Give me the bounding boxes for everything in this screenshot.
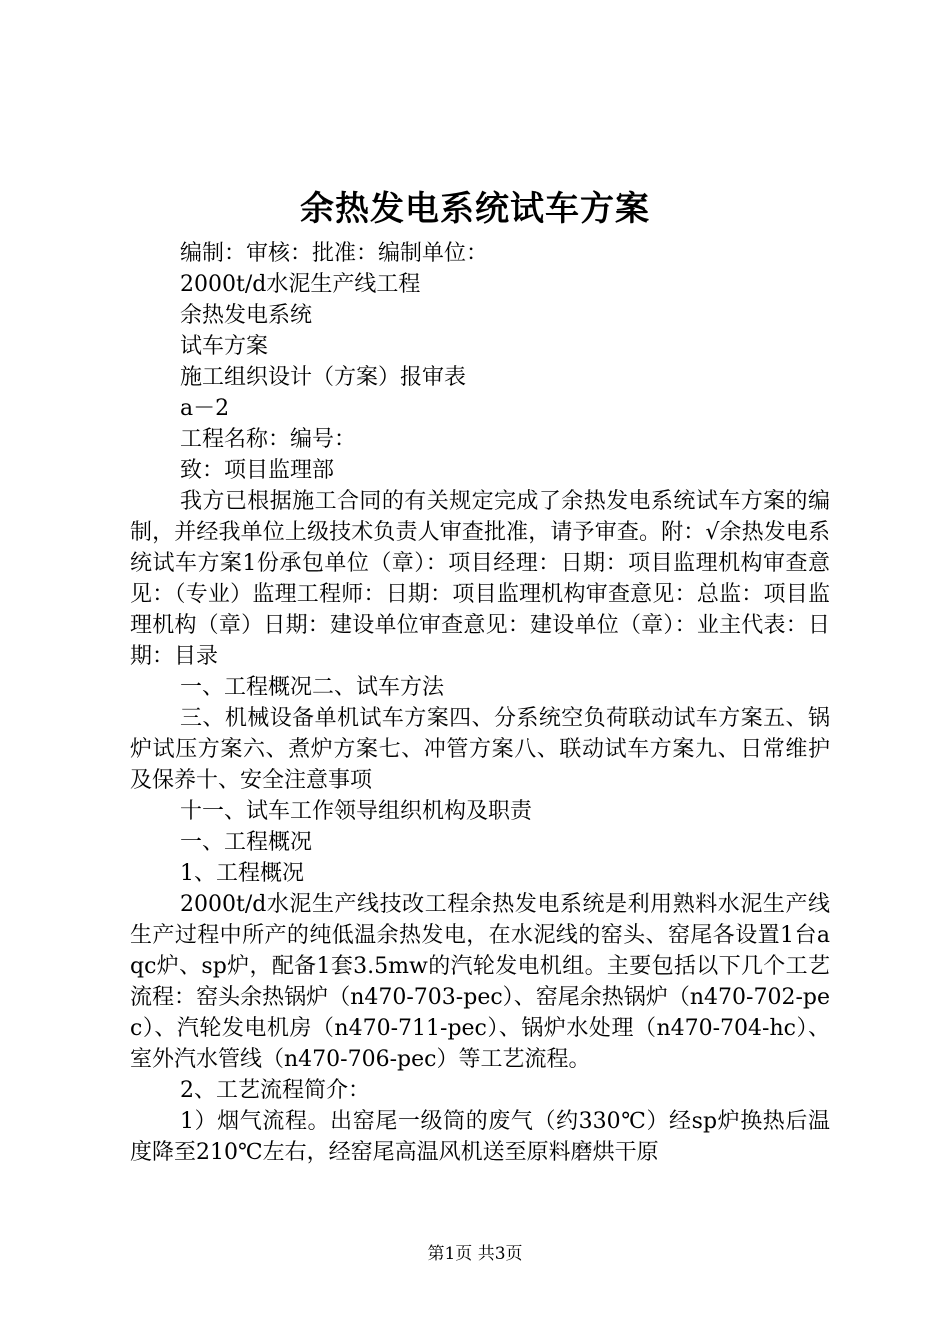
paragraph-project-name: 工程名称：编号： (180, 427, 357, 452)
paragraph-overview: 2000t/d水泥生产线技改工程余热发电系统是利用熟料水泥生产线生产过程中所产的纯低温余热发电，在水泥线的窑头、窑尾各设置1台aqc炉、sp炉，配备1套3.5mw的汽轮发电机组。主要包括以下几个工艺流程：窑头余热锅炉（n470-703-pec）、窑尾余热锅炉（n470-702-pec）、汽轮发电机房（n470-711-pec）、锅炉水处理（n470-704-hc）、室外汽水管线（n470-706-pec）等工艺流程。 (130, 892, 830, 1072)
paragraph-submission: 我方已根据施工合同的有关规定完成了余热发电系统试车方案的编制，并经我单位上级技术负责人审查批准，请予审查。附：√余热发电系统试车方案1份承包单位（章）：项目经理：日期：项目监理机构审查意见：（专业）监理工程师：日期：项目监理机构审查意见：总监：项目监理机构（章）日期：建设单位审查意见：建设单位（章）：业主代表：日期：目录 (130, 489, 830, 669)
paragraph-system: 余热发电系统 (180, 303, 313, 328)
paragraph-signoff: 编制：审核：批准：编制单位： (180, 241, 489, 266)
paragraph-plan: 试车方案 (180, 334, 269, 359)
subsection-heading-process: 2、工艺流程简介： (180, 1078, 370, 1103)
document-body (130, 238, 830, 1168)
page-footer: 第1页 共3页 (427, 1244, 523, 1264)
paragraph-form-code: a－2 (180, 396, 230, 421)
paragraph-toc-1: 一、工程概况二、试车方法 (180, 675, 445, 700)
paragraph-form-title: 施工组织设计（方案）报审表 (180, 365, 467, 390)
subsection-heading-overview: 1、工程概况 (180, 861, 304, 886)
paragraph-project: 2000t/d水泥生产线工程 (180, 272, 421, 297)
section-heading-overview: 一、工程概况 (180, 830, 313, 855)
paragraph-toc-3: 十一、试车工作领导组织机构及职责 (180, 799, 533, 824)
document-title: 余热发电系统试车方案 (300, 189, 650, 229)
paragraph-addressee: 致：项目监理部 (180, 458, 335, 483)
paragraph-flue-gas: 1）烟气流程。出窑尾一级筒的废气（约330℃）经sp炉换热后温度降至210℃左右，经窑尾高温风机送至原料磨烘干原 (130, 1109, 830, 1165)
paragraph-toc-2: 三、机械设备单机试车方案四、分系统空负荷联动试车方案五、锅炉试压方案六、煮炉方案七、冲管方案八、联动试车方案九、日常维护及保养十、安全注意事项 (130, 706, 830, 793)
